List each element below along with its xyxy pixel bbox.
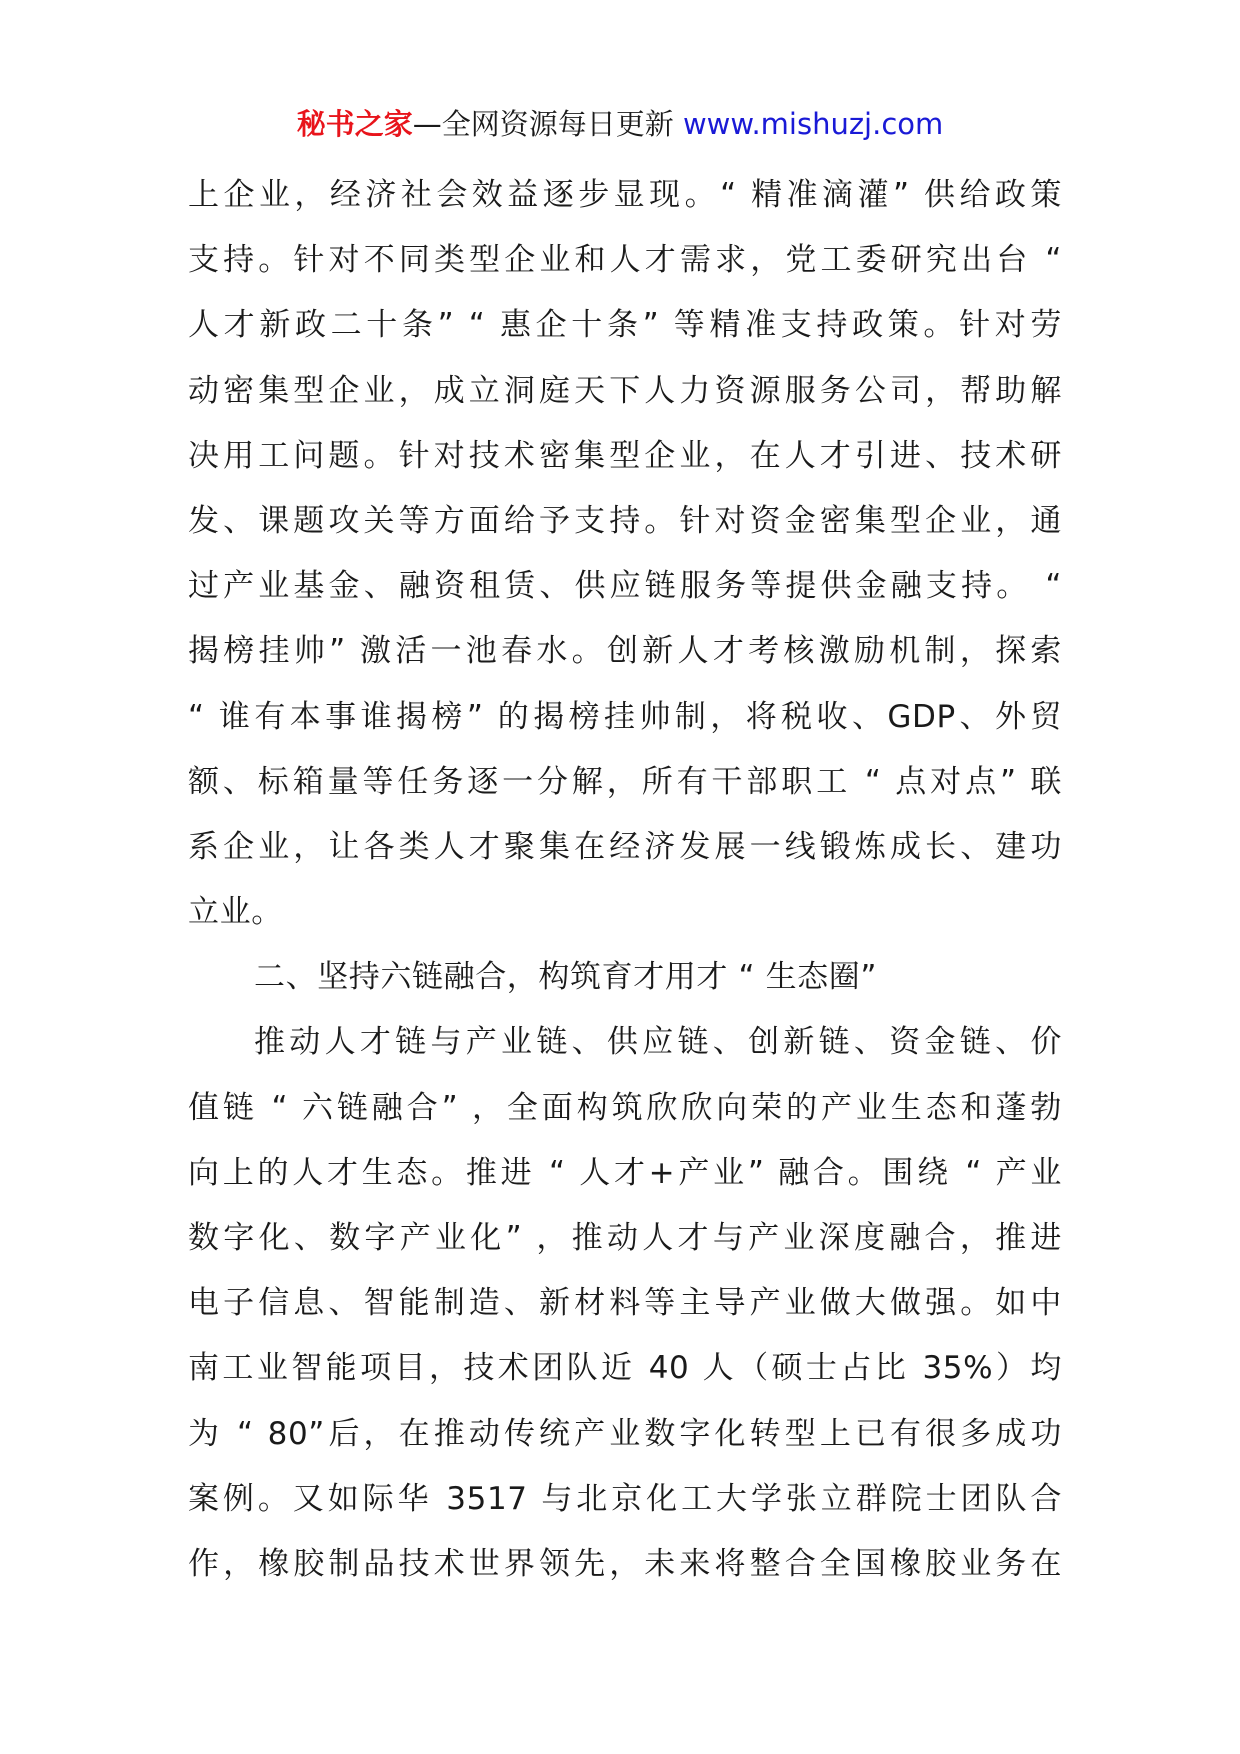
text-line: 向上的人才生态。推进 “ 人才+产业” 融合。围绕 “ 产业 — [188, 1154, 1062, 1191]
header-tagline: —全网资源每日更新 — [412, 107, 674, 141]
text-line: 人才新政二十条” “ 惠企十条” 等精准支持政策。针对劳 — [188, 307, 1062, 344]
text-line: 额、标箱量等任务逐一分解，所有干部职工 “ 点对点” 联 — [188, 763, 1062, 800]
text-line: 案例。又如际华 3517 与北京化工大学张立群院士团队合 — [188, 1480, 1062, 1517]
text-line: 上企业，经济社会效益逐步显现。“ 精准滴灌” 供给政策 — [188, 177, 1062, 213]
text-line: 过产业基金、融资租赁、供应链服务等提供金融支持。 “ — [188, 568, 1062, 605]
text-line: 为 “ 80”后，在推动传统产业数字化转型上已有很多成功 — [188, 1415, 1062, 1452]
text-line: 电子信息、智能制造、新材料等主导产业做大做强。如中 — [188, 1285, 1062, 1322]
text-line: 推动人才链与产业链、供应链、创新链、资金链、价 — [254, 1024, 1062, 1061]
text-line: 决用工问题。针对技术密集型企业，在人才引进、技术研 — [188, 437, 1062, 474]
text-line: 发、课题攻关等方面给予支持。针对资金密集型企业，通 — [188, 502, 1062, 539]
document-body — [188, 163, 1062, 1597]
text-line: 动密集型企业，成立洞庭天下人力资源服务公司，帮助解 — [188, 372, 1062, 409]
text-line: 数字化、数字产业化” ，推动人才与产业深度融合，推进 — [188, 1220, 1062, 1256]
page-header — [0, 100, 1240, 148]
text-line: 揭榜挂帅” 激活一池春水。创新人才考核激励机制，探索 — [188, 633, 1062, 670]
text-line: 支持。针对不同类型企业和人才需求，党工委研究出台 “ — [188, 242, 1062, 279]
site-url-link[interactable]: www.mishuzj.com — [682, 107, 944, 141]
text-line: 值链 “ 六链融合” ，全面构筑欣欣向荣的产业生态和蓬勃 — [188, 1089, 1062, 1126]
text-line: 作，橡胶制品技术世界领先，未来将整合全国橡胶业务在 — [188, 1545, 1062, 1582]
text-line: 南工业智能项目，技术团队近 40 人（硕士占比 35%）均 — [188, 1350, 1062, 1387]
section-heading: 二、坚持六链融合，构筑育才用才 “ 生态圈” — [254, 959, 878, 996]
text-line: 立业。 — [188, 894, 283, 931]
text-line: 系企业，让各类人才聚集在经济发展一线锻炼成长、建功 — [188, 828, 1062, 865]
text-line: “ 谁有本事谁揭榜” 的揭榜挂帅制，将税收、GDP、外贸 — [188, 698, 1062, 735]
brand-name: 秘书之家 — [296, 107, 413, 141]
